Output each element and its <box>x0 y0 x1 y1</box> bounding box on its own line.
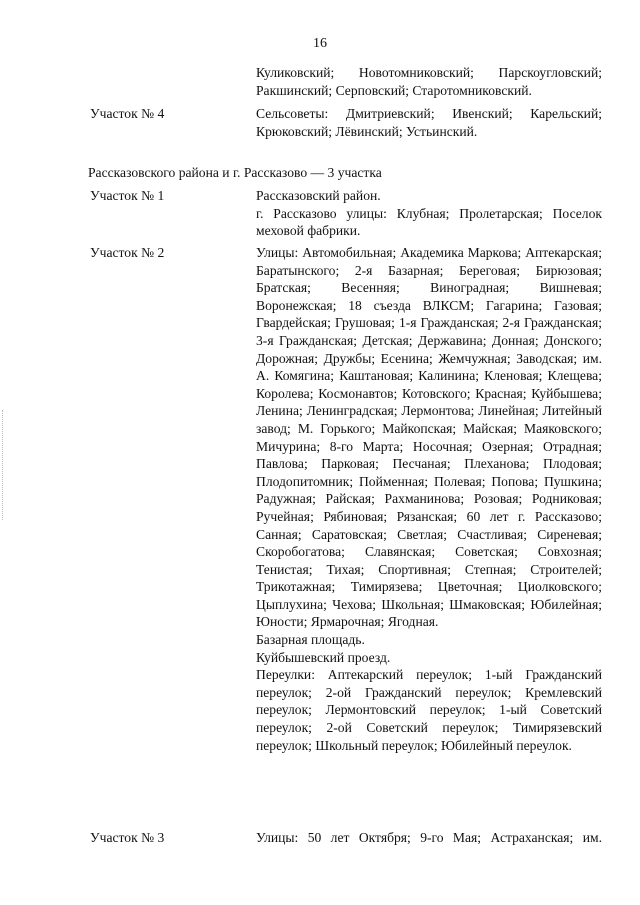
uchastok-1-line1: Рассказовский район. <box>256 188 381 203</box>
scan-margin-marks <box>2 410 6 520</box>
uchastok-2-square: Базарная площадь. <box>256 632 365 648</box>
uchastok-2-label: Участок № 2 <box>90 245 165 260</box>
uchastok-4-text: Сельсоветы: Дмитриевский; Ивенский; Карельский; Крюковский; Лёвинский; Устьинский. <box>256 106 602 139</box>
uchastok-2-streets: Улицы: Автомобильная; Академика Маркова; Аптекарская; Баратынского; 2-я Базарная; Береговая; Бирюзовая; Братская; Весенняя; Виноградная; Вишневая; Воронежская; 18 съезда ВЛКСМ; Гагарина; Газовая; Гвардейская; Грушовая; 1-я Гражданская; 2-я Гражданская; 3-я Гражданская; Детская; Державина; Донная; Донского; Дорожная; Дружбы; Есенина; Жемчужная; Заводская; им. А. Комягина; Каштановая; Калинина; Кленовая; Клещева; Королева; Космонавтов; Котовского; Красная; Куйбышева; Ленина; Ленинградская; Лермонтова; Линейная; Литейный завод; М. Горького; Майкопская; Майская; Маяковского; Мичурина; 8-го Марта; Носочная; Озерная; Отрадная; Павлова; Парковая; Песчаная; Плеханова; Плодовая; Плодопитомник; Пойменная; Полевая; Попова; Пушкина; Радужная; Райская; Рахманинова; Розовая; Родниковая; Ручейная; Рябиновая; Рязанская; 60 лет г. Рассказово; Санная; Саратовская; Светлая; Счастливая; Сиреневая; Скоробогатова; Славянская; Советская; Совхозная; Тенистая; Тихая; Спортивная; Степная; Строителей; Трикотажная; Тимирязева; Цветочная; Циолковского; Цыплухина; Чехова; Школьная; Шмаковская; Юбилейная; Юности; Ярмарочная; Ягодная. <box>256 245 602 630</box>
uchastok-1-line2: г. Рассказово улицы: Клубная; Пролетарская; Поселок меховой фабрики. <box>256 205 602 239</box>
uchastok-1-label: Участок № 1 <box>90 188 165 203</box>
uchastok-2-lanes: Переулки: Аптекарский переулок; 1-ый Гражданский переулок; 2-ой Гражданский переулок; Кремлевский переулок; Лермонтовский переулок; 1-ый Советский переулок; 2-ой Советский переулок; Тимирязевский переулок; Школьный переулок; Юбилейный переулок. <box>256 667 602 753</box>
uchastok-2-proezd: Куйбышевский проезд. <box>256 649 391 665</box>
uchastok-4-label: Участок № 4 <box>90 106 165 121</box>
page-number: 16 <box>313 36 327 51</box>
uchastok-3-text: Улицы: 50 лет Октября; 9-го Мая; Астраханская; им. <box>256 830 602 845</box>
uchastok-1-text <box>256 187 602 240</box>
uchastok-2-text <box>256 244 602 754</box>
section-heading: Рассказовского района и г. Рассказово — 3 участка <box>88 165 382 180</box>
continuation-text: Куликовский; Новотомниковский; Парскоугловский; Ракшинский; Серповский; Старотомниковский. <box>256 65 602 98</box>
uchastok-3-label: Участок № 3 <box>90 830 165 845</box>
